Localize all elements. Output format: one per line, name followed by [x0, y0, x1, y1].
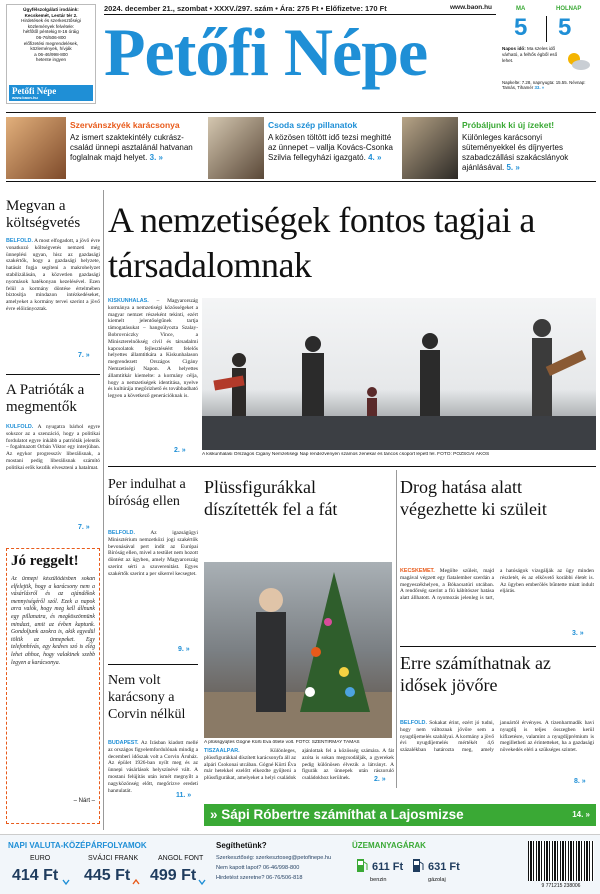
service-line: 06-76/506-800	[36, 34, 66, 40]
service-line: előfizetési megrendelések,	[23, 40, 79, 46]
masthead: Petőfi Népe	[104, 14, 428, 90]
teaser-row	[6, 112, 596, 182]
article-page-ref[interactable]: 11. »	[176, 792, 192, 799]
article-place: BELFÖLD.	[108, 530, 135, 536]
service-line: hétfőtől péntekig 8-16 óráig	[23, 29, 79, 35]
article-body	[400, 720, 594, 784]
currency-value: 445 Ft	[84, 867, 131, 884]
article-title[interactable]: Nem volt karácsony a Corvin nélkül	[108, 673, 186, 722]
article-page-ref[interactable]: 3. »	[572, 630, 584, 637]
promo-banner-text: » Sápi Róbertre számíthat a Lajosmizse	[210, 807, 464, 822]
plush-photo[interactable]	[204, 562, 392, 738]
help-title: Segíthetünk?	[216, 841, 267, 850]
currency-name: EURO	[30, 855, 51, 862]
divider	[6, 374, 100, 375]
good-morning-title: Jó reggelt!	[11, 553, 79, 569]
barcode-number: 9 771215 238006	[541, 883, 581, 889]
mini-logo-url: www.baon.hu	[12, 95, 38, 100]
teaser-text-body: A közösen töltött idő tezsi meghitté az ünnepet – vallja Kovács-Csonka Szilvia fellegyházi igazgató.	[268, 133, 393, 162]
teaser-title[interactable]: Próbáljunk ki új ízeket!	[462, 120, 555, 130]
weather-desc: Ma szeles idő várható, a felhős égből eső lehet.	[502, 46, 558, 63]
column-rule	[103, 190, 104, 830]
currency-name: SVÁJCI FRANK	[88, 855, 139, 862]
article-body	[108, 530, 198, 640]
weather-label-today: MA	[516, 6, 526, 12]
weather-box	[500, 4, 596, 104]
article-text: Az Írásban kiadott mellé az országos figyelemfordulónak mindig a decemberi időszak volt a Corvin Áruház. Az épület 1926-ban nyílt meg és az ünnepi vásárlások helyszínévé vált. A mostani felújítás után ismét megnyílt a nagyközönség előtt, megőrizve eredeti hangulatát.	[108, 740, 198, 792]
divider	[108, 466, 596, 467]
teaser-page-ref[interactable]: 3. »	[149, 153, 163, 162]
article-text: A most elfogadott, a jövő évre vonatkozó költségvetés nemzeti még ünneplési ugyan, hisz az gazdasági szakértők, hogy a gazdasági helyzete, hatását fogja segíteni a makrohelyzet stabilizálásán, a közvetlen gazdasági nyomások hatékonyan kezelésével. Ezen felül a kormány döntése értelmében biztosítja mindazon intézkedéseket, amelyeket a kormány tervei szerint a jövő évre előirányoztak.	[6, 238, 100, 312]
article-title[interactable]: Plüssfigurákkal díszítették fel a fát	[204, 477, 338, 519]
service-line: közlemények felvétele:	[27, 23, 75, 29]
teaser-page-ref[interactable]: 5. »	[506, 163, 520, 172]
teaser-text-body: Az ismert szaktekintély cukrász-család ünnepi asztalánál hatvanan foglalnak majd helyet.	[70, 133, 193, 162]
fuel-pump-icon	[356, 857, 368, 873]
article-body	[108, 740, 198, 792]
article-page-ref[interactable]: 7. »	[78, 352, 90, 359]
fuel-pump-icon	[412, 857, 424, 873]
teaser-title[interactable]: Szervánszkyék karácsonya	[70, 120, 180, 130]
article-text: Az igazságügyi Minisztérium nemzetközi jogi szakértők bevonásával pert indít az Európai Bíróság ellen, mivel a testület nem hozott döntést az ügyben, amely Magyarország szerint sérti a szuverenitást. Egyes szakértők szerint a per sikerrel kecsegtet.	[108, 530, 198, 577]
good-morning-box	[6, 548, 100, 824]
teaser-photo[interactable]	[402, 117, 458, 179]
good-morning-author: – Nárt –	[73, 798, 95, 804]
main-story-text: – Magyarország kormánya a nemzetiségi közösségeket a magyar nemzet részeként tekinti, ezért kiemelt jelentőségűnek tartja támogatásukat – hangsúlyozta Szalay-Bobrovniczky Vince, a Miniszterelnökség civil és társadalmi kapcsolatok fejlesztéséért felelős helyettes államtitkára a Kiskunhalason megrendezett Országos Cigány Nemzetiségi Napon. A helyettes államtitkár kiemelte: a kormány célja, hogy a nemzetiségek identitása, nyelve és kultúrája megőrizhető és továbbadható legyen a következő generációknak is.	[108, 298, 198, 400]
site-url[interactable]: www.baon.hu	[450, 4, 493, 11]
teaser-title[interactable]: Csoda szép pillanatok	[268, 120, 358, 130]
promo-banner[interactable]	[204, 804, 596, 826]
weather-text	[502, 46, 562, 63]
article-title[interactable]: Per indulhat a bíróság ellen	[108, 477, 186, 509]
sun-cloud-icon	[564, 50, 592, 72]
article-text: Sokakat érint, ezért jó tudni, hogy nem változnak jövőre sem a nyugdíjemelés szabályai. A kormány a jövő évi nyugdíjemelés mértékét 4,6 százalékban határozta meg, amely januártól érvényes. A tizenharmadik havi nyugdíj is teljes összegben kerül kifizetésre, valamint a nyugdíjprémium is megilletheti az érintetteket, ha a gazdasági növekedés eléri a szükséges szintet.	[400, 720, 594, 754]
main-photo[interactable]	[202, 298, 596, 450]
arrow-down-icon	[62, 871, 70, 879]
article-body	[400, 568, 594, 640]
currency-value: 414 Ft	[12, 867, 59, 884]
divider	[400, 646, 596, 647]
main-headline[interactable]: A nemzetiségek fontos tagjai a társadalomnak	[108, 200, 535, 285]
fuel-title: ÜZEMANYAGÁRAK	[352, 841, 426, 850]
article-title[interactable]: Megvan a költségvetés	[6, 198, 81, 231]
article-place: KECSKEMÉT.	[400, 568, 435, 574]
teaser-photo[interactable]	[208, 117, 264, 179]
main-story-body	[108, 298, 198, 458]
service-line: közlemények, hívják	[30, 46, 72, 52]
teaser-text	[462, 133, 596, 173]
fx-title: NAPI VALUTA-KÖZÉPÁRFOLYAMOK	[8, 841, 147, 850]
service-info-box	[6, 4, 96, 104]
article-place: TISZAALPÁR.	[204, 748, 240, 754]
article-title[interactable]: A Patrióták a megmentők	[6, 382, 85, 415]
article-title[interactable]: Drog hatása alatt végezhette ki szüleit	[400, 477, 547, 519]
article-body	[6, 424, 100, 534]
arrow-up-icon	[132, 871, 140, 879]
dateline: 2024. december 21., szombat • XXXV./297. szám • Ára: 275 Ft • Előfizetve: 170 Ft	[104, 4, 387, 13]
service-line: hetente ingyen	[35, 57, 67, 63]
service-line: Hirdetések és szerkesztőségi	[21, 18, 81, 24]
mini-logo	[9, 85, 93, 101]
fuel-name: benzin	[370, 877, 387, 883]
fuel-name: gázolaj	[428, 877, 446, 883]
article-title[interactable]: Erre számíthatnak az idősek jövőre	[400, 653, 551, 695]
teaser-text-body: Különleges karácsonyi süteményekkel és díjnyertes szabadczállási szakácslányok ajánlásával.	[462, 133, 569, 172]
article-page-ref[interactable]: 7. »	[78, 524, 90, 531]
sun-times	[502, 80, 596, 91]
teaser-text	[268, 133, 398, 163]
main-story-page-ref[interactable]: 2. »	[174, 447, 186, 454]
arrow-down-icon	[198, 871, 206, 879]
fuel-value: 611 Ft	[372, 861, 404, 873]
divider	[108, 664, 198, 665]
weather-divider	[546, 16, 547, 42]
currency-name: ANGOL FONT	[158, 855, 204, 862]
article-text: Megölte szüleit, majd magával végzett egy fiatalember szerdán a megyeszékhelyen, a Bókacsatúri utcában. A rendőrség szerint a fiú kábítószer hatása alatt állhatott. A nyomozás jelenleg is tart, a hatóságok vizsgálják az ügy minden részletét, és az elkövető korábbi életét is. Az ügyben emberölés bűntette miatt indult eljárás.	[400, 568, 594, 602]
main-story-place: KISKUNHALAS.	[108, 298, 149, 304]
weather-day-label: Napos idő:	[502, 46, 526, 51]
good-morning-text: Az ünnepi készülődésben sokan elfelejtik, hogy a karácsony nem a vásárlásról és az ajándékok mennyiségéről szól. Ezek a napok arra valók, hogy meg kell állnunk egy pillanatra, és megköszönnünk mindazt, amit az évben kaptunk. Gondoljunk azokra is, akik egyedül töltik az ünnepeket. Egy telefonhívás, egy kedves szó is elég lehet ahhoz, hogy valakinek szebb legyen a karácsonya.	[11, 576, 95, 666]
article-text: A nyugatra bárhol egyre sokszor az a szenzáció, hogy a politikai fordulatot egyre inkább a patrióták jelentik – fogalmazott Orbán Viktor egy interjúban. Az egykor progresszív liberálisnak, a mostani pedig liberálisnak számító politikai erők kezdik elveszteni a hatalmat.	[6, 424, 100, 471]
temp-today: 5	[514, 14, 528, 41]
mini-logo-text: Petőfi Népe	[12, 86, 57, 96]
service-line: a 06-46/998-800	[34, 51, 68, 57]
fuel-value: 631 Ft	[428, 861, 460, 873]
name-day: Névnap: Tamás, Tihamér	[502, 80, 586, 91]
article-text: Különleges, plüssfigurákkal díszített karácsonyfa áll az alpári Csokonai utcában. Gógné Kürti Éva már hetekkel ezelőtt elkezdte gyűjteni a plüssfigurákat, amelyeket a helyi családok ajánlottak fel a közösség számára. A fát azóta is sokan megcsodálják, a gyerekek pedig különösen élvezik a látványt. A figurák az ünnepek után rászoruló családokhoz kerülnek.	[204, 748, 394, 782]
currency-value: 499 Ft	[150, 867, 197, 884]
article-place: BELFÖLD.	[400, 720, 427, 726]
column-rule	[396, 470, 397, 788]
article-page-ref[interactable]: 8. »	[574, 778, 586, 785]
footer	[0, 834, 600, 894]
barcode	[528, 841, 594, 881]
article-page-ref[interactable]: 2. »	[374, 776, 386, 783]
promo-banner-page: 14. »	[572, 810, 590, 819]
service-line: Ügyfélszolgálati irodáink:	[23, 7, 79, 12]
help-line[interactable]: Szerkesztőség: szerkesztoseg@petofinepe.hu	[216, 855, 332, 861]
plush-photo-caption: A plüssgyűjtés Gógné Kürti Éva ötlete volt. FOTÓ: SZENTIRMAY TAMÁS	[204, 740, 360, 745]
service-line: Kecskemét, Lestár tér 2.	[24, 12, 78, 18]
help-line[interactable]: Nem kapott lapot? 06-46/998-800	[216, 865, 300, 871]
article-place: BUDAPEST.	[108, 740, 139, 746]
teaser-page-ref[interactable]: 4. »	[368, 153, 382, 162]
article-body	[204, 748, 394, 788]
weather-page-ref[interactable]: 33. »	[534, 85, 545, 91]
article-place: KÜLFÖLD.	[6, 424, 34, 430]
teaser-photo[interactable]	[6, 117, 66, 179]
help-line[interactable]: Hirdetést szeretne? 06-76/506-818	[216, 875, 303, 881]
article-place: BELFÖLD.	[6, 238, 33, 244]
sunrise-text: Napkelte: 7.28, napnyugta: 15.55.	[502, 80, 568, 85]
weather-label-tomorrow: HOLNAP	[556, 6, 582, 12]
article-body	[6, 238, 100, 368]
main-photo-caption: A kiskunhalasi Országos Cigány Nemzetiségi Nap rendezvényén számos zenekar és táncos csoport lépett fel. FOTÓ: POZSGAI ÁKOS	[202, 452, 490, 457]
temp-tomorrow: 5	[558, 14, 572, 41]
article-page-ref[interactable]: 9. »	[178, 646, 190, 653]
teaser-text	[70, 133, 202, 163]
